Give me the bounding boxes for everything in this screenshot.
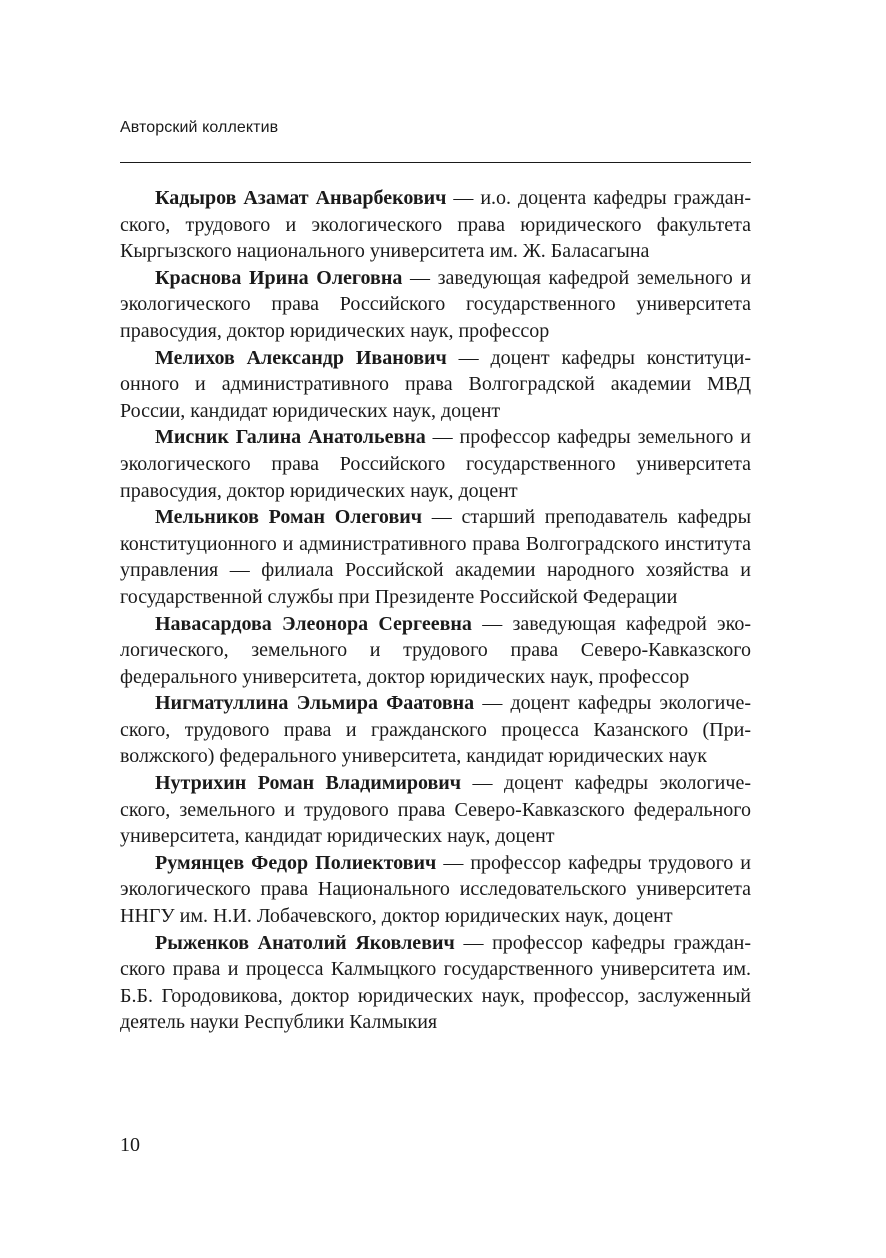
header-rule	[120, 162, 751, 163]
author-name: Мелихов Александр Иванович	[155, 346, 447, 369]
author-entry	[120, 185, 751, 265]
author-name: Кадыров Азамат Анварбекович	[155, 187, 447, 209]
author-entry	[120, 345, 751, 425]
author-entry	[120, 770, 751, 850]
author-description: — старший преподаватель кафедры конституционного и административного права Волгоградского института управления — филиала Российской академии народного хозяйства и государственной службы при Президенте Российской Федерации	[120, 506, 751, 608]
author-name: Краснова Ирина Олеговна	[155, 266, 403, 289]
author-description: — доцент кафедры экологического, трудового права и гражданского процесса Казанского (Приволжского) федерального университета, кандидат юридических наук	[120, 692, 751, 768]
author-description: — профессор кафедры гражданского права и процесса Калмыцкого государственного университета им. Б.Б. Городовикова, доктор юридических наук, профессор, заслуженный деятель науки Республики Калмыкия	[120, 931, 752, 1034]
author-description: — профессор кафедры трудового и экологического права Национального исследовательского университета ННГУ им. Н.И. Лобачевского, доктор юридических наук, доцент	[120, 851, 751, 928]
author-description: — доцент кафедры экологического, земельного и трудового права Северо-Кавказского федерального университета, кандидат юридических наук, доцент	[120, 772, 751, 848]
author-list	[120, 185, 751, 1036]
author-name: Мисник Галина Анатольевна	[155, 426, 426, 449]
author-entry	[120, 850, 751, 930]
author-description: — профессор кафедры земельного и экологического права Российского государственного университета правосудия, доктор юридических наук, доцент	[120, 426, 751, 502]
author-description: — доцент кафедры конституционного и административного права Волгоградской академии МВД России, кандидат юридических наук, доцент	[120, 346, 752, 422]
running-header: Авторский коллектив	[120, 119, 279, 136]
author-description: — и.о. доцента кафедры гражданского, трудового и экологического права юридического факультета Кыргызского национального университета им. Ж. Баласагына	[120, 187, 752, 263]
author-name: Румянцев Федор Полиектович	[155, 851, 437, 874]
author-entry	[120, 265, 751, 345]
author-description: — заведующая кафедрой экологического, земельного и трудового права Северо-Кавказского федерального университета, доктор юридических наук, профессор	[120, 612, 751, 688]
author-entry	[120, 690, 751, 770]
author-entry	[120, 504, 751, 610]
author-name: Нутрихин Роман Владимирович	[155, 772, 462, 795]
author-name: Мельников Роман Олегович	[155, 506, 423, 529]
author-entry	[120, 424, 751, 504]
author-name: Нигматуллина Эльмира Фаатовна	[155, 692, 475, 715]
author-description: — заведующая кафедрой земельного и экологического права Российского государственного университета правосудия, доктор юридических наук, профессор	[120, 266, 752, 342]
author-entry	[120, 611, 751, 691]
author-entry	[120, 930, 751, 1036]
page-number: 10	[120, 1134, 140, 1156]
author-name: Рыженков Анатолий Яковлевич	[155, 931, 455, 954]
author-name: Навасардова Элеонора Сергеевна	[155, 612, 472, 635]
